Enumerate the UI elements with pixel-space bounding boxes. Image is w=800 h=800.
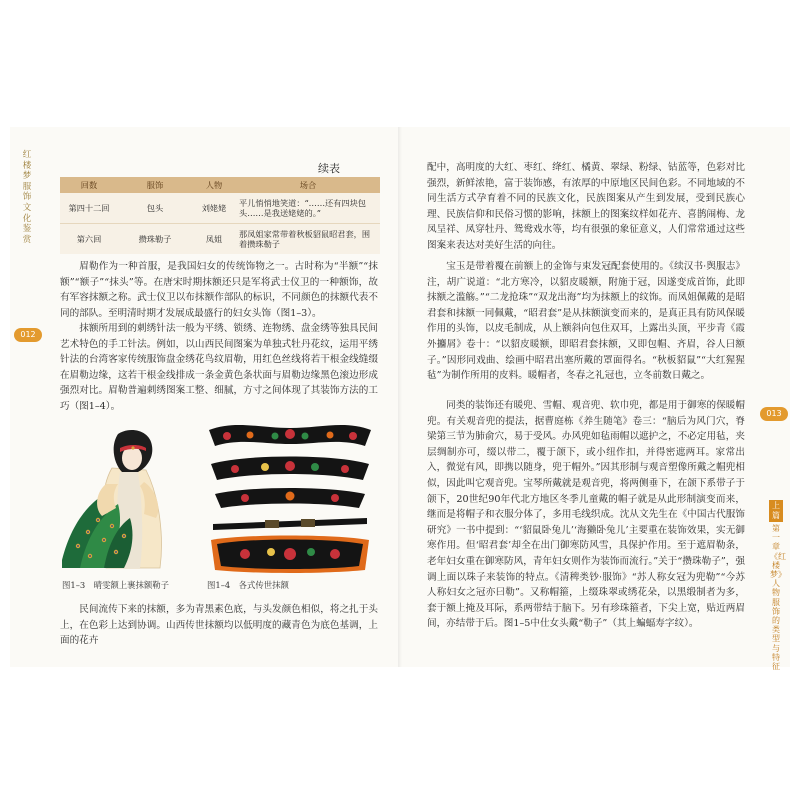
table-cell: 那凤姐家常带着秋板貂鼠昭君套，围着攒珠勒子 xyxy=(236,224,380,255)
headband-5 xyxy=(211,536,369,574)
page-number-right: 013 xyxy=(760,407,788,421)
body-paragraph: 抹额所用到的刺绣针法一般为平绣、锁绣、连物绣、盘金绣等独具民间艺术特色的手工针法。例如，以山西民间图案为单独式牡丹花纹，运用平绣针法的台湾客家传统服饰盘金绣花鸟纹眉勒，用红色丝线将若干根金线缝缀在眉勒边缘，这若干根金线排成一条金黄色条状面与眉勒边缘黑色滚边形成强烈对比。眉勒普遍刺绣图案工整、细腻，方寸之间体现了其装饰方法的工巧（图1–4）。 xyxy=(60,323,378,412)
headband-3 xyxy=(215,488,365,508)
body-paragraph: 配中，高明度的大红、枣红、绛红、橘黄、翠绿、粉绿、钴蓝等，色彩对比强烈，新鲜浓艳，富于装饰感，有浓厚的中原地区民间色彩。不同地域的不同生活方式孕育着不同的民族文化，民族图案从产生到发展，受到民族心理、民族信仰和民俗习惯的影响，抹额上的图案纹样如花卉、喜鹊闹梅、龙凤呈祥、凤穿牡丹、鸳鸯戏水等，均有很强的象征意义，人们常常通过这些图案来表达对美好生活的向往。 xyxy=(427,162,745,251)
body-paragraph: 眉勒作为一种首服，是我国妇女的传统饰物之一。古时称为“半额”“抹额”“额子”“抹头”等。在唐宋时期抹额还只是军将武士仪卫的一种额饰，故有军容抹额之称。武士仪卫以布抹额作部队的标识，不同颜色的抹额代表不同的部队。至明清时期才发展成最盛行的妇女头饰（图1–3）。 xyxy=(60,261,378,319)
table-cell: 攒珠勒子 xyxy=(118,224,192,255)
table-header-row xyxy=(60,177,380,193)
figure-caption-1-4: 图1–4 各式传世抹额 xyxy=(207,580,289,590)
costume-table xyxy=(60,177,380,254)
figure-caption-1-3: 图1–3 晴雯额上裹抹额勒子 xyxy=(62,580,169,590)
book-gutter xyxy=(398,127,402,667)
table-cell: 第四十二回 xyxy=(60,193,118,224)
body-paragraph: 同类的装饰还有暖兜、雪帽、观音兜、软巾兜，都是用于御寒的保暖帽兜。有关观音兜的提法，据曹庭栋《养生随笔》卷三：“脑后为风门穴，脊梁第三节为肺俞穴，易于受风。办风兜如毡雨帽以遮护之，不必定用毡，夹层绸制亦可，缀以带二，覆于颌下，或小纽作扣，并得密遮两耳。家常出入，微觉有风，即携以随身，兜于帽外。”因其形制与观音塑像所戴之帽兜相似，因此叫它观音兜。宝琴所戴就是观音兜，将两侧垂下，在颌下系带子于颌下，20世纪90年代北方地区冬季儿童戴的帽子就是从此形制演变而来，继而是将帽子和衣服分体了，多用毛线织成。沈从文先生在《中国古代服饰研究》一书中提到：“‘貂鼠卧兔儿’‘海獭卧兔儿’主要重在装饰效果，实无御寒作用。但‘昭君套’却全在出门御寒防风雪，具保护作用。至于遮眉勒条，老年妇女重在御寒防风，青年妇女则作为装饰而流行。”关于“攒珠勒子”，强调上面以珠子来装饰的特点。《清稗类钞·服饰》“苏人称女冠为兜勒”“今苏人称妇女之冠亦曰勒”。又称帽箍，上缀珠翠或绣花朵，以黑缎制者为多，套于额上掩及耳际，系两带结于脑下。另有珍珠箍者，下尖上宽，贴近两眉间，亦结带于后。图1–5中仕女头戴“勒子”（其上蝙蝠寿字纹）。 xyxy=(427,400,745,630)
table-row xyxy=(60,193,380,224)
page-number-left: 012 xyxy=(14,328,42,342)
table-continued-label: 续表 xyxy=(318,162,340,175)
table-header: 人物 xyxy=(192,177,236,193)
table-header: 回数 xyxy=(60,177,118,193)
table-cell: 刘姥姥 xyxy=(192,193,236,224)
figure-lady-illustration xyxy=(60,428,200,572)
chapter-title-vertical: 第一章 《红楼梦》人物服饰的类型与特征 xyxy=(770,524,786,672)
headband-2 xyxy=(211,457,369,481)
body-paragraph: 民间流传下来的抹额，多为青黑素色底，与头发颜色相似，将之扎于头上，在色彩上达到协调。山西传世抹额均以低明度的藏青色为底色基调，上面的花卉 xyxy=(60,604,378,647)
table-cell: 凤姐 xyxy=(192,224,236,255)
headband-4 xyxy=(213,518,367,530)
table-cell: 平儿悄悄地笑道：“……还有四块包头……是我送姥姥的。” xyxy=(236,193,380,224)
table-header: 场合 xyxy=(236,177,380,193)
chapter-rail xyxy=(767,500,785,690)
part-tag: 上篇 xyxy=(769,500,783,522)
headband-1 xyxy=(209,425,371,446)
table-header: 服饰 xyxy=(118,177,192,193)
table-cell: 包头 xyxy=(118,193,192,224)
body-paragraph: 宝玉是带着覆在前额上的金饰与束发冠配套使用的。《续汉书·舆服志》注，胡广说道：“北方寒冷，以貂皮暖额，附施于冠，因遂变成首饰，此即抹额之滥觞。”“二龙抢珠”“双龙出海”均为抹额上的纹饰。而凤姐佩戴的是昭君套和抹额一同佩戴，“昭君套”是从抹额演变而来的，是真正具有防风保暖作用的头饰，以皮毛制成，从上额斜向包住双耳，上露出头顶，平步青《霞外攟屑》卷十：“以貂皮暖额，即昭君套抹额，又即包帽、齐眉，谷人曰额子。”因形同戏曲、绘画中昭君出塞所戴的罩面得名。“秋板貂鼠”“大红猩猩毡”为制作所用的皮料。暖帽者，冬春之礼冠也，立冬前数日戴之。 xyxy=(427,261,745,382)
table-cell: 第六回 xyxy=(60,224,118,255)
vertical-book-title: 红楼梦服饰文化鉴赏 xyxy=(22,150,32,245)
figure-headbands xyxy=(205,420,375,580)
table-row xyxy=(60,224,380,255)
